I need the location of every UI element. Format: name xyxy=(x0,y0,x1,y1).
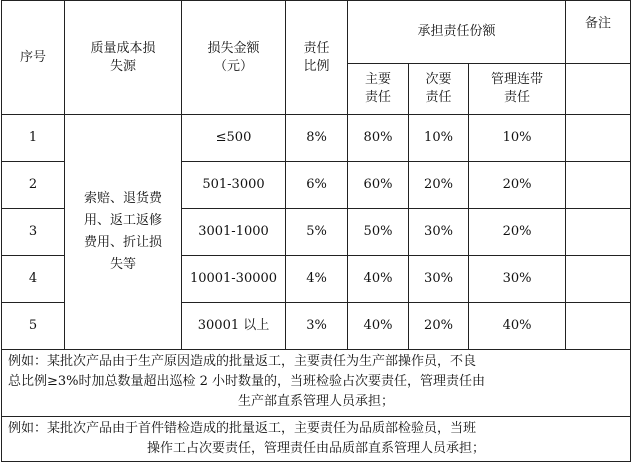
note-row-2 xyxy=(2,417,631,462)
cell-ratio: 8% xyxy=(286,115,348,162)
header-remark: 备注 xyxy=(566,1,631,64)
cell-remark xyxy=(566,256,631,303)
cell-secondary: 10% xyxy=(409,115,469,162)
cell-seq: 4 xyxy=(2,256,65,303)
cell-joint: 20% xyxy=(469,209,566,256)
cell-amount: ≤500 xyxy=(182,115,286,162)
cell-ratio: 4% xyxy=(286,256,348,303)
responsibility-table xyxy=(1,0,631,462)
cell-ratio: 5% xyxy=(286,209,348,256)
header-joint: 管理连带 责任 xyxy=(469,64,566,115)
header-row xyxy=(2,1,631,64)
cell-secondary: 20% xyxy=(409,303,469,350)
cell-remark xyxy=(566,209,631,256)
cell-ratio: 6% xyxy=(286,162,348,209)
cell-joint: 20% xyxy=(469,162,566,209)
cell-seq: 5 xyxy=(2,303,65,350)
cell-main: 80% xyxy=(348,115,409,162)
header-remark-blank xyxy=(566,64,631,115)
cell-amount: 30001 以上 xyxy=(182,303,286,350)
cell-seq: 1 xyxy=(2,115,65,162)
cell-main: 40% xyxy=(348,256,409,303)
cell-secondary: 30% xyxy=(409,209,469,256)
cell-joint: 10% xyxy=(469,115,566,162)
cell-main: 60% xyxy=(348,162,409,209)
header-share: 承担责任份额 xyxy=(348,1,566,64)
header-secondary: 次要 责任 xyxy=(409,64,469,115)
cell-source: 索赔、退货费 用、返工返修 费用、折让损 失等 xyxy=(65,115,182,350)
header-source: 质量成本损 失源 xyxy=(65,1,182,115)
header-amount: 损失金额 （元） xyxy=(182,1,286,115)
header-main: 主要 责任 xyxy=(348,64,409,115)
header-seq: 序号 xyxy=(2,1,65,115)
cell-seq: 3 xyxy=(2,209,65,256)
cell-amount: 3001-1000 xyxy=(182,209,286,256)
table-row xyxy=(2,115,631,162)
cell-main: 40% xyxy=(348,303,409,350)
cell-remark xyxy=(566,115,631,162)
cell-secondary: 20% xyxy=(409,162,469,209)
cell-seq: 2 xyxy=(2,162,65,209)
cell-joint: 30% xyxy=(469,256,566,303)
note-1: 例如：某批次产品由于生产原因造成的批量返工，主要责任为生产部操作员，不良 总比例≥3%时加总数量超出巡检 2 小时数量的，当班检验占次要责任，管理责任由 生产部直系管理人员承担； xyxy=(2,350,631,417)
cell-joint: 40% xyxy=(469,303,566,350)
cell-amount: 501-3000 xyxy=(182,162,286,209)
cell-secondary: 30% xyxy=(409,256,469,303)
note-2: 例如：某批次产品由于首件错检造成的批量返工，主要责任为品质部检验员，当班 操作工占次要责任，管理责任由品质部直系管理人员承担； xyxy=(2,417,631,462)
cell-remark xyxy=(566,162,631,209)
cell-amount: 10001-30000 xyxy=(182,256,286,303)
cell-main: 50% xyxy=(348,209,409,256)
header-ratio: 责任 比例 xyxy=(286,1,348,115)
cell-ratio: 3% xyxy=(286,303,348,350)
note-row-1 xyxy=(2,350,631,417)
cell-remark xyxy=(566,303,631,350)
